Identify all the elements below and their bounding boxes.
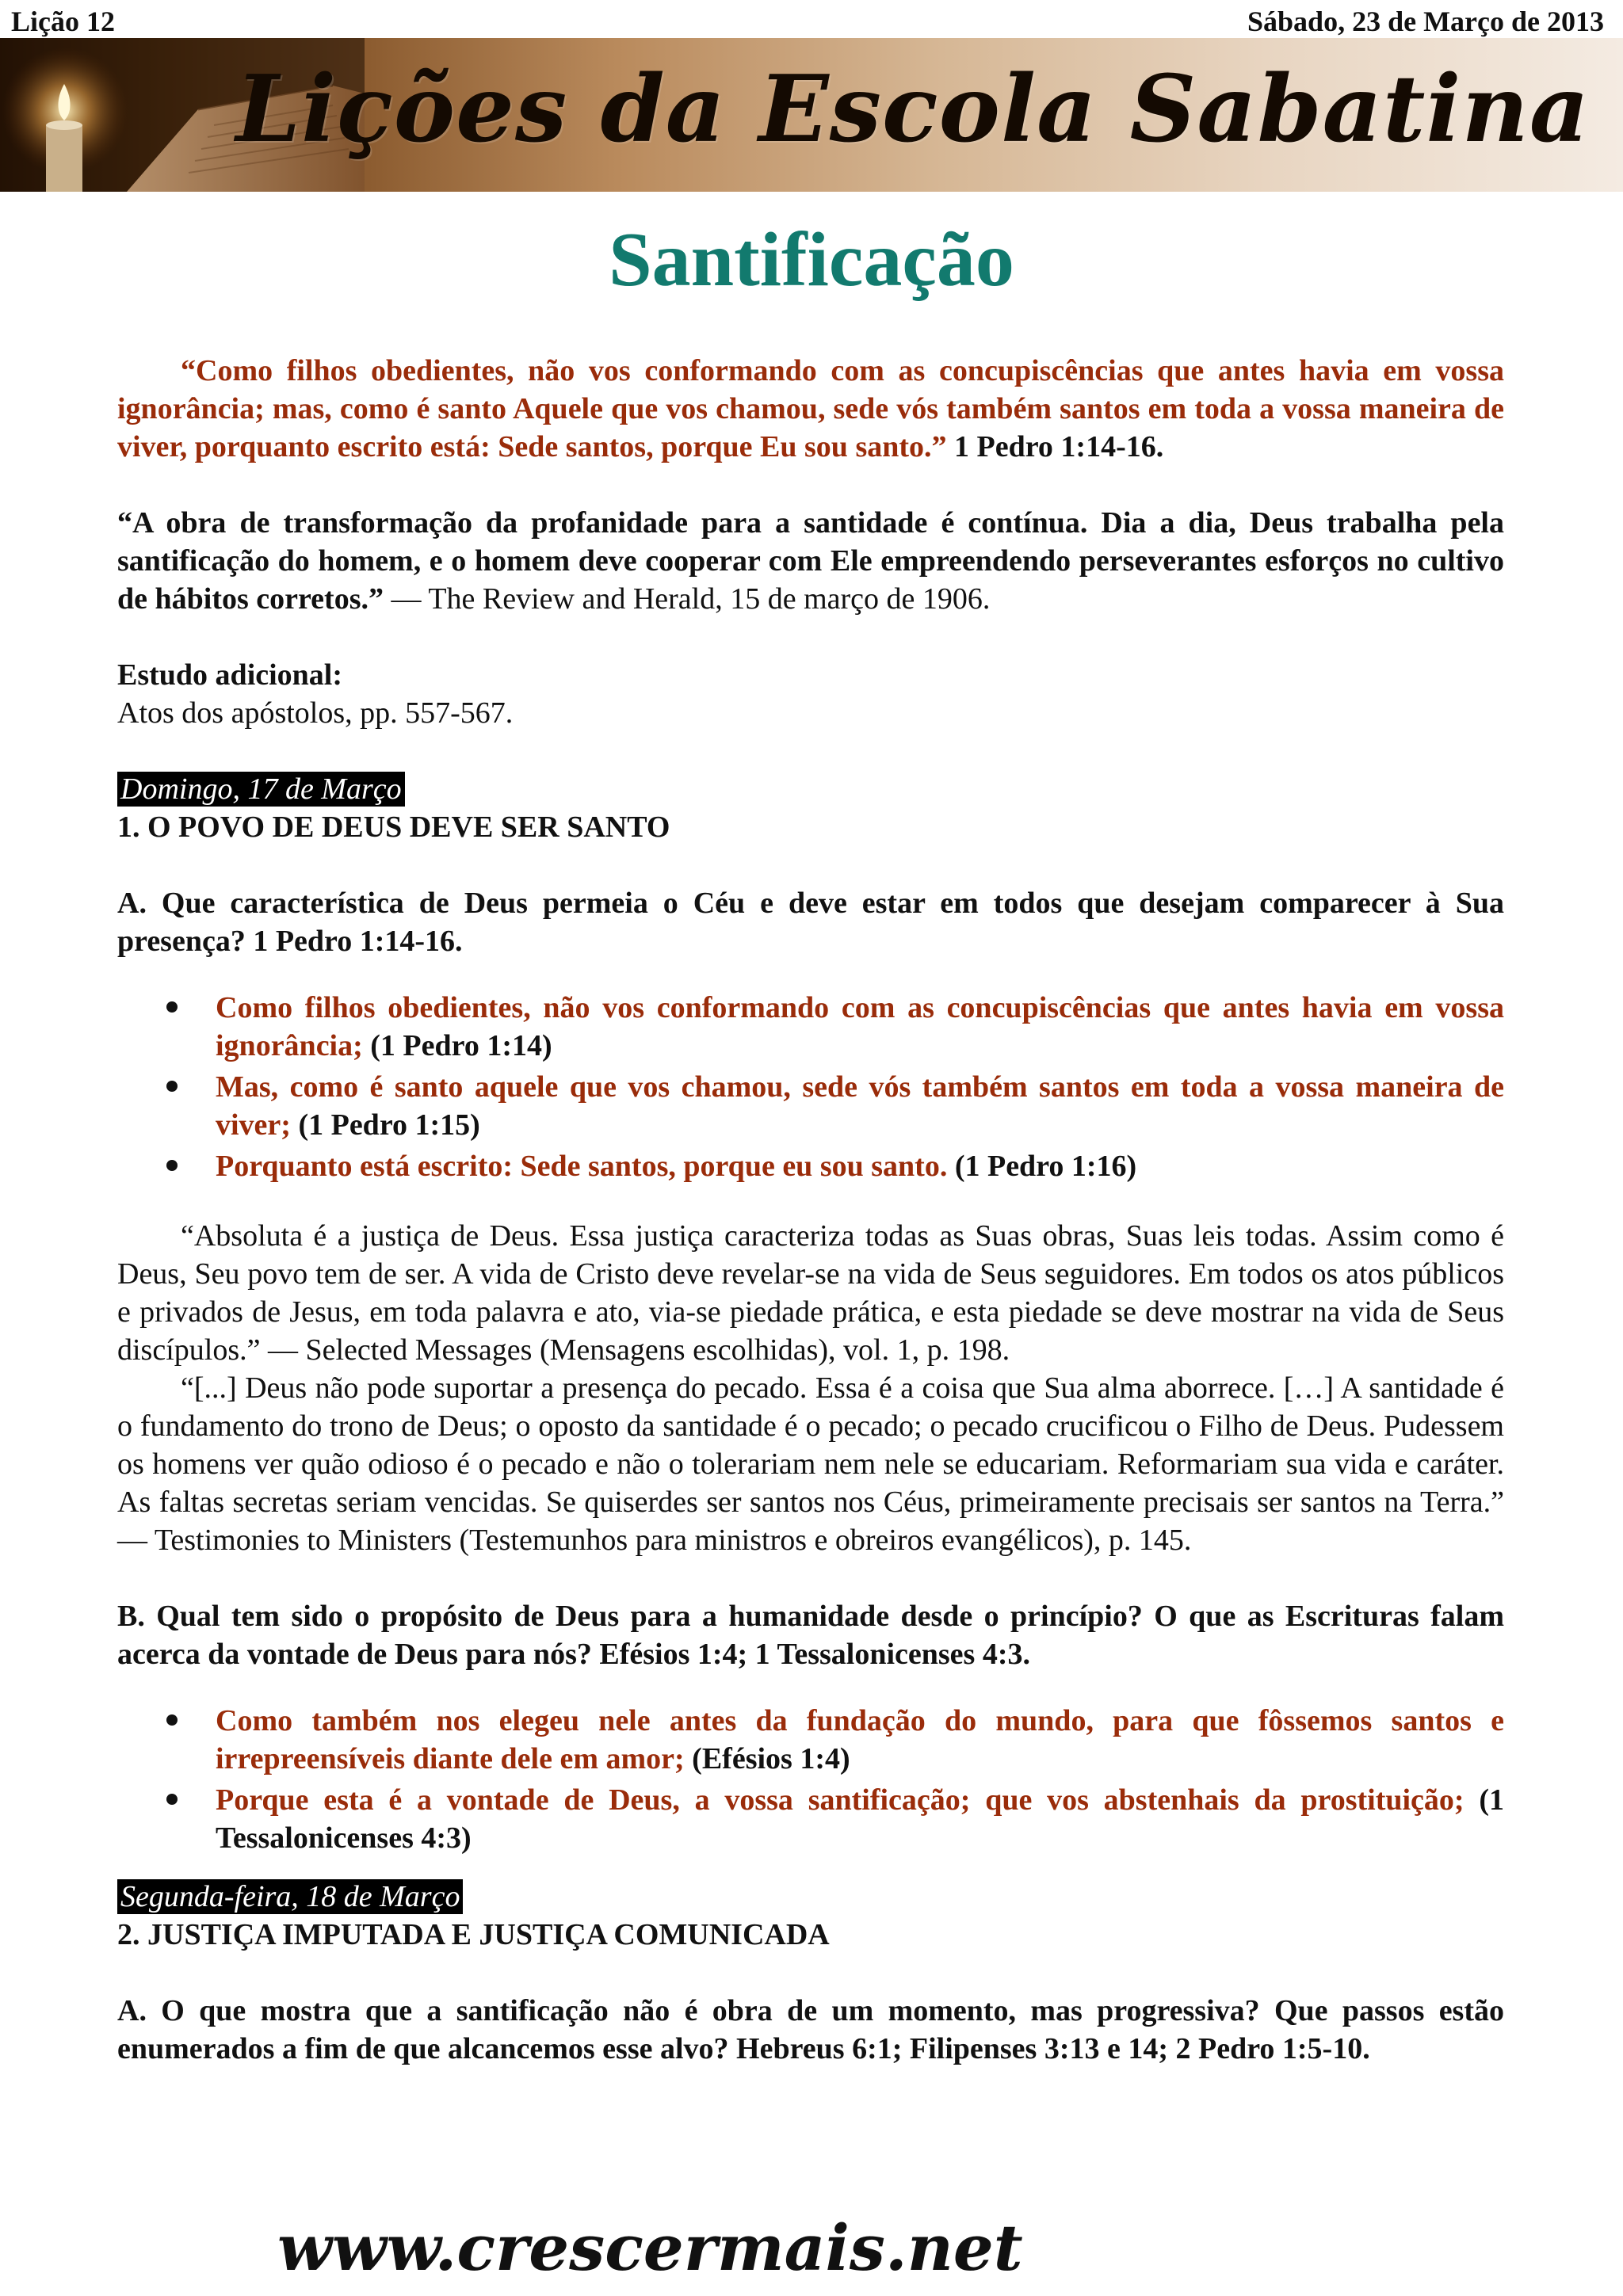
intro-verse <box>117 352 1504 466</box>
bullet-icon <box>166 1714 178 1726</box>
intro-quote-source: — The Review and Herald, 15 de março de 1906. <box>391 582 991 616</box>
top-bar <box>0 0 1623 40</box>
list-item: Porque esta é a vontade de Deus, a vossa santificação; que vos abstenhais da prostituição; (1 Tessalonicenses 4:3) <box>216 1781 1504 1857</box>
section-title-1: 1. O POVO DE DEUS DEVE SER SANTO <box>117 810 670 844</box>
banner-title: Lições da Escola Sabatina <box>235 55 1590 163</box>
intro-verse-text: “Como filhos obedientes, não vos conformando com as concupiscências que antes havia em vossa ignorância; mas, como é santo Aquele que vos chamou, sede vós também santos em toda a vossa maneira de viver, porquanto escrito está: Sede santos, porque Eu sou santo.” <box>117 354 1504 463</box>
question-1b: B. Qual tem sido o propósito de Deus para a humanidade desde o princípio? O que as Escrituras falam acerca da vontade de Deus para nós? Efésios 1:4; 1 Tessalonicenses 4:3. <box>117 1600 1504 1671</box>
extra-study-label: Estudo adicional: <box>117 658 343 692</box>
bullet-icon <box>166 1160 178 1171</box>
list-item: Como também nos elegeu nele antes da fundação do mundo, para que fôssemos santos e irrepreensíveis diante dele em amor; (Efésios 1:4) <box>216 1702 1504 1778</box>
bullet-icon <box>166 1001 178 1013</box>
intro-quote-text: “A obra de transformação da profanidade para a santidade é contínua. Dia a dia, Deus trabalha pela santificação do homem, e o homem deve cooperar com Ele empreendendo perseverantes esforços no cultivo de hábitos corretos.” <box>117 506 1504 616</box>
commentary-paragraph-2: “[...] Deus não pode suportar a presença do pecado. Essa é a coisa que Sua alma aborrece. […] A santidade é o fundamento do trono de Deus; o oposto da santidade é o pecado; o pecado crucificou o Filho de Deus. Pudessem os homens ver quão odioso é o pecado e não o tolerariam nem nele se educariam. Reformariam sua vida e caráter. As faltas secretas seriam vencidas. Se quiserdes ser santos nos Céus, primeiramente precisais ser santos na Terra.” — Testimonies to Ministers (Testemunhos para ministros e obreiros evangélicos), p. 145. <box>117 1371 1504 1557</box>
list-item: Como filhos obedientes, não vos conformando com as concupiscências que antes havia em vossa ignorância; (1 Pedro 1:14) <box>216 989 1504 1065</box>
section-title-2: 2. JUSTIÇA IMPUTADA E JUSTIÇA COMUNICADA <box>117 1918 830 1951</box>
day-label-monday: Segunda-feira, 18 de Março <box>117 1879 463 1914</box>
bullet-icon <box>166 1794 178 1805</box>
list-item: Porquanto está escrito: Sede santos, porque eu sou santo. (1 Pedro 1:16) <box>216 1147 1504 1185</box>
verse-list-1b <box>117 1702 1504 1857</box>
day-label-sunday: Domingo, 17 de Março <box>117 772 405 807</box>
extra-study-text: Atos dos apóstolos, pp. 557-567. <box>117 696 514 730</box>
intro-verse-ref: 1 Pedro 1:14-16. <box>954 430 1164 463</box>
question-1a: A. Que característica de Deus permeia o Céu e deve estar em todos que desejam comparecer à Sua presença? 1 Pedro 1:14-16. <box>117 887 1504 958</box>
lesson-date: Sábado, 23 de Março de 2013 <box>1247 6 1604 37</box>
intro-quote <box>117 504 1504 618</box>
lesson-number: Lição 12 <box>11 6 115 37</box>
commentary-paragraph-1: “Absoluta é a justiça de Deus. Essa justiça caracteriza todas as Suas obras, Suas leis todas. Assim como é Deus, Seu povo tem de ser. A vida de Cristo deve revelar-se na vida de Seus seguidores. Em todos os atos públicos e privados de Jesus, em toda palavra e ato, via-se piedade prática, e esta piedade se deve mostrar na vida de Seus discípulos.” — Selected Messages (Mensagens escolhidas), vol. 1, p. 198. <box>117 1219 1504 1367</box>
header-banner <box>0 38 1623 192</box>
bullet-icon <box>166 1081 178 1092</box>
page-title: Santificação <box>609 217 1014 303</box>
footer-website-link[interactable]: www.crescermais.net <box>277 2210 1023 2285</box>
question-2a: A. O que mostra que a santificação não é obra de um momento, mas progressiva? Que passos estão enumerados a fim de que alcancemos esse alvo? Hebreus 6:1; Filipenses 3:13 e 14; 2 Pedro 1:5-10. <box>117 1994 1504 2065</box>
list-item: Mas, como é santo aquele que vos chamou, sede vós também santos em toda a vossa maneira de viver; (1 Pedro 1:15) <box>216 1068 1504 1144</box>
verse-list-1a <box>117 989 1504 1185</box>
lesson-content <box>117 352 1504 2068</box>
